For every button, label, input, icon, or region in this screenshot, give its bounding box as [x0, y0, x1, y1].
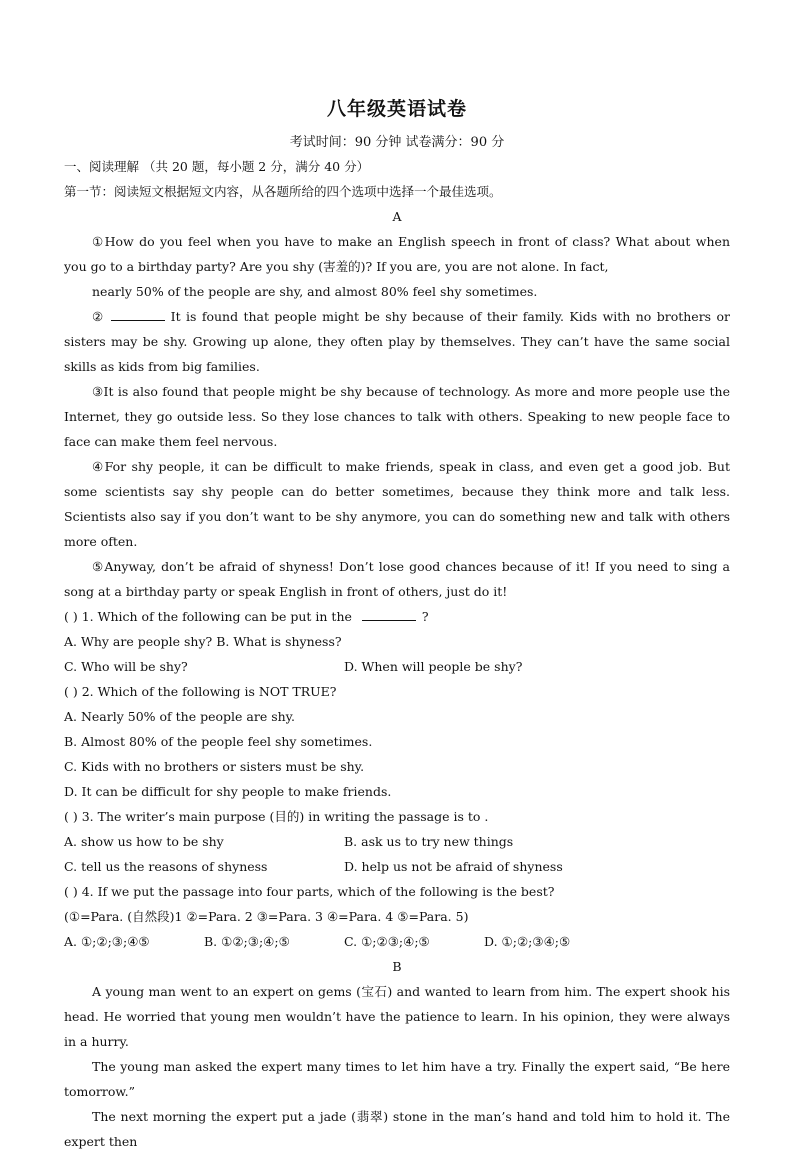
passage-b-paragraph-3: The next morning the expert put a jade (翡翠) stone in the man’s hand and told him to hold it. The expert then: [64, 1109, 730, 1149]
exam-content: [64, 154, 730, 1154]
q4-options: [64, 929, 730, 954]
question-stem: 1. Which of the following can be put in the: [81, 609, 352, 624]
page-title: 八年级英语试卷: [326, 98, 467, 120]
passage-b-paragraph-1: A young man went to an expert on gems (宝石) and wanted to learn from him. The expert shook his head. He worried that young men wouldn’t have the patience to learn. In his opinion, they were always in a hurry.: [64, 984, 730, 1049]
answer-parenthesis[interactable]: ( ): [64, 884, 78, 899]
q3-option-c: C. tell us the reasons of shyness: [64, 859, 268, 874]
q4-option-c: C. ①;②③;④;⑤: [344, 934, 430, 949]
q1-option-c: C. Who will be shy?: [64, 659, 188, 674]
answer-blank: [362, 608, 416, 621]
answer-blank: [111, 308, 165, 321]
answer-parenthesis[interactable]: ( ): [64, 809, 78, 824]
q3-options-cd: [64, 854, 730, 879]
passage-a-label: A: [392, 209, 402, 224]
question-1: [64, 604, 730, 629]
paragraph-text: It is found that people might be shy because of their family. Kids with no brothers or sisters may be shy. Growing up alone, they often play by themselves. They can’t have the same social skills as kids from big families.: [64, 309, 730, 374]
q3-options-ab: [64, 829, 730, 854]
question-2: [64, 679, 730, 704]
passage-a-paragraph-5: ⑤Anyway, don’t be afraid of shyness! Don’t lose good chances because of it! If you need to sing a song at a birthday party or speak English in front of others, just do it!: [64, 559, 730, 599]
answer-parenthesis[interactable]: ( ): [64, 684, 78, 699]
q3-option-b: B. ask us to try new things: [344, 834, 514, 849]
q2-option-d: D. It can be difficult for shy people to make friends.: [64, 784, 392, 799]
answer-parenthesis[interactable]: ( ): [64, 609, 78, 624]
q2-option-c: C. Kids with no brothers or sisters must be shy.: [64, 759, 365, 774]
passage-a-paragraph-3: ③It is also found that people might be shy because of technology. As more and more people use the Internet, they go outside less. So they lose chances to talk with others. Speaking to new people face to face can make them feel nervous.: [64, 384, 730, 449]
q4-option-d: D. ①;②;③④;⑤: [484, 934, 571, 949]
section-instruction: 第一节：阅读短文根据短文内容，从各题所给的四个选项中选择一个最佳选项。: [64, 184, 502, 199]
passage-a-paragraph-4: ④For shy people, it can be difficult to make friends, speak in class, and even get a good job. But some scientists say shy people can do better sometimes, because they think more and talk less. Scientists also say if you don’t want to be shy anymore, you can do something new and talk with others more often.: [64, 459, 730, 549]
q1-options-cd: [64, 654, 730, 679]
question-stem: 3. The writer’s main purpose (目的) in writing the passage is to .: [81, 809, 489, 824]
passage-a-paragraph-2: [64, 304, 730, 379]
q1-options-ab: A. Why are people shy? B. What is shyness?: [64, 634, 342, 649]
question-stem: 4. If we put the passage into four parts, which of the following is the best?: [81, 884, 555, 899]
q3-option-a: A. show us how to be shy: [64, 834, 224, 849]
q2-option-b: B. Almost 80% of the people feel shy sometimes.: [64, 734, 373, 749]
q4-option-b: B. ①②;③;④;⑤: [204, 934, 290, 949]
section-heading: 一、阅读理解 （共 20 题，每小题 2 分，满分 40 分）: [64, 159, 370, 174]
question-3: [64, 804, 730, 829]
question-4: [64, 879, 730, 904]
passage-b-label: B: [392, 959, 402, 974]
passage-a-paragraph-1: ①How do you feel when you have to make an English speech in front of class? What about when you go to a birthday party? Are you shy (害羞的)? If you are, you are not alone. In fact,: [64, 234, 730, 274]
q4-option-a: A. ①;②;③;④⑤: [64, 934, 150, 949]
q2-option-a: A. Nearly 50% of the people are shy.: [64, 709, 296, 724]
passage-b-paragraph-2: The young man asked the expert many times to let him have a try. Finally the expert said, “Be here tomorrow.”: [64, 1059, 730, 1099]
question-stem-tail: ?: [421, 609, 429, 624]
passage-a-paragraph-1-cont: nearly 50% of the people are shy, and almost 80% feel shy sometimes.: [92, 284, 538, 299]
q3-option-d: D. help us not be afraid of shyness: [344, 859, 563, 874]
paragraph-number: ②: [92, 309, 105, 324]
question-stem: 2. Which of the following is NOT TRUE?: [81, 684, 337, 699]
exam-info: 考试时间：90 分钟 试卷满分：90 分: [289, 135, 505, 150]
q1-option-d: D. When will people be shy?: [344, 659, 523, 674]
q4-note: (①=Para. (自然段)1 ②=Para. 2 ③=Para. 3 ④=Para. 4 ⑤=Para. 5): [64, 909, 469, 924]
